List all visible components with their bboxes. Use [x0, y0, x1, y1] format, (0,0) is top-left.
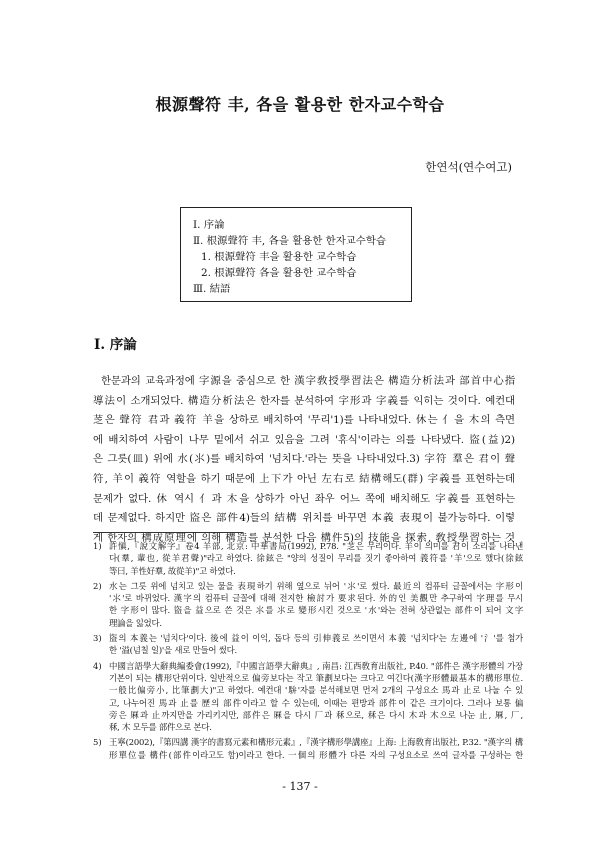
author-affiliation: 한연석(연수여고): [425, 160, 512, 174]
footnote: [93, 632, 523, 657]
body-line: 한문과의 교육과정에 字源을 중심으로 한 漢字敎授學習法은 構造分析法과 部首中心指: [101, 375, 515, 387]
footnote-line: 盜의 本義는 '넘치다'이다. 後에 益이 이익, 돕다 등의 引伸義로 쓰이면서 本義 '넘치다'는 左邊에 '氵'를 첨가: [109, 633, 523, 644]
footnote-line: 等曰, 羊性好羣, 故從羊)"고 하였다.: [109, 565, 236, 576]
footnote-line: 秝, 木 모두를 部件으로 본다.: [109, 722, 212, 733]
footnote-number: 1): [93, 541, 102, 551]
body-paragraph: [93, 372, 515, 548]
body-line: 에 배치하여 사람이 나무 밑에서 쉬고 있음을 그려 '휴식'이라는 의를 나타냈다. 盜(益)2): [93, 433, 515, 446]
footnote-line: 許愼,『說文解字』卷4 羊部, 北京: 中華書局(1992), P.78. "䒦은 무리이다. 羊이 의미를 君이 소리를 나타낸: [109, 541, 523, 551]
body-line: 導法이 소개되었다. 構造分析法은 한자를 분석하여 字形과 字義를 익히는 것이다. 예컨대: [93, 394, 515, 407]
footnote-line: 旁은 厤과 止까지만을 가리키지만, 部件은 厤을 다시 厂과 秝으로, 秝은 다시 木과 木으로 나눈 止, 厤, 厂,: [109, 709, 523, 720]
footnote-line: 한 '溢(넘칠 일)'을 새로 만들어 썼다.: [109, 645, 237, 656]
body-line: 符, 羊이 義符 역할을 하기 때문에 上下가 아닌 左右로 結構해도(群) 字義를 표현하는데: [93, 472, 515, 485]
footnote-number: 3): [93, 633, 102, 644]
footnote-divider: [93, 532, 243, 533]
footnote: [93, 540, 523, 577]
footnote-line: 고, 나누어진 馬과 止를 歷의 部件이라고 할 수 있는데, 이때는 편방과 部件이 같은 크기이다. 그러나 보통 偏: [109, 697, 523, 708]
paper-title: 根源聲符 丰, 各을 활용한 한자교수학습: [155, 95, 445, 114]
footnote: [93, 660, 523, 734]
footnote-line: 다(羣, 輩也, 從羊君聲)"라고 하였다. 徐鉉은 "양의 성질이 무리를 짓기 좋아하여 義符를 '羊'으로 했다(徐鉉: [109, 553, 523, 564]
footnote-line: 中國言語學大辭典編委會(1992),『中國言語學大辭典』, 南昌: 江西敎育出版社, P.40. "部件은 漢字形體의 가장: [109, 660, 523, 671]
footnote: [93, 580, 523, 629]
footnote-line: 理論을 잃었다.: [109, 617, 162, 628]
section-heading: Ⅰ. 序論: [94, 337, 137, 353]
footnote-number: 5): [93, 737, 102, 748]
footnote-number: 2): [93, 580, 102, 591]
body-line: 데 문제없다. 하지만 盜은 部件4)들의 結構 위치를 바꾸면 本義 表現이 불가능하다. 이렇: [93, 512, 515, 525]
footnote-line: 王寧(2002),『第四講 漢字的書寫元素和構形元素』,『漢字構形學講座』上海: 上海敎育出版社, P.32. "漢字의 構: [109, 737, 523, 748]
toc-item: Ⅰ. 序論: [193, 219, 225, 231]
footnote-line: 기본이 되는 構形단위이다. 일반적으로 偏旁보다는 작고 筆劃보다는 크다고 여긴다(漢字形體最基本的構形單位.: [109, 672, 523, 683]
footnote: [93, 736, 523, 761]
body-line: 䒦은 聲符 君과 義符 羊을 상하로 배치하여 '무리'1)를 나타내었다. 休는 亻을 木의 측면: [93, 414, 515, 427]
toc-subitem: 2. 根源聲符 各을 활용한 교수학습: [201, 267, 357, 279]
body-line: 문제가 없다. 休 역시 亻과 木을 상하가 아닌 좌우 어느 쪽에 배치해도 字義를 표현하는: [93, 492, 515, 505]
footnote-line: 水는 그릇 위에 넘치고 있는 물을 表現하기 위해 옆으로 뉘어 '⺢'로 썼다. 最近의 컴퓨터 글꼴에서는 字形이: [109, 580, 523, 591]
body-line: 은 그릇(皿) 위에 水(⺢)를 배치하여 '넘치다.'라는 뜻을 나타내었다.3) 字符 羣은 君이 聲: [93, 453, 515, 466]
toc-subitem: 1. 根源聲符 丰을 활용한 교수학습: [201, 251, 357, 263]
toc-item: Ⅲ. 結語: [193, 283, 231, 295]
footnotes: [93, 540, 523, 764]
toc-item: Ⅱ. 根源聲符 丰, 各을 활용한 한자교수학습: [193, 235, 386, 247]
footnote-line: '⺢'로 바뀌었다. 漢字의 컴퓨터 글꼴에 대해 전지한 檢討가 要求된다. 外的인 美觀만 추구하여 字理를 무시: [109, 593, 523, 604]
footnote-line: 形單位를 構件(部件이라고도 함)이라고 한다. 一個의 形體가 다른 자의 구성요소로 쓰여 글자를 구성하는 한: [109, 749, 523, 760]
footnote-line: 한 字形이 많다. 盜을 益으로 쓴 것은 ⺢를 ⺢로 變形시킨 것으로 '水'와는 전혀 상관없는 部件이 되어 文字: [109, 605, 523, 616]
footnote-number: 4): [93, 660, 102, 671]
footnote-line: 一般比偏旁小, 比筆劃大)"고 하였다. 예컨대 '䮁'자를 분석해보면 먼저 2개의 구성요소 馬과 止로 나눌 수 있: [109, 685, 523, 696]
table-of-contents: [180, 207, 412, 302]
page-number: - 137 -: [282, 780, 318, 793]
body-line: 게 한자의 構成原理에 의해 構造를 분석한 다음 構件5)의 技能을 探索, 敎授學習하는 것: [93, 531, 515, 544]
